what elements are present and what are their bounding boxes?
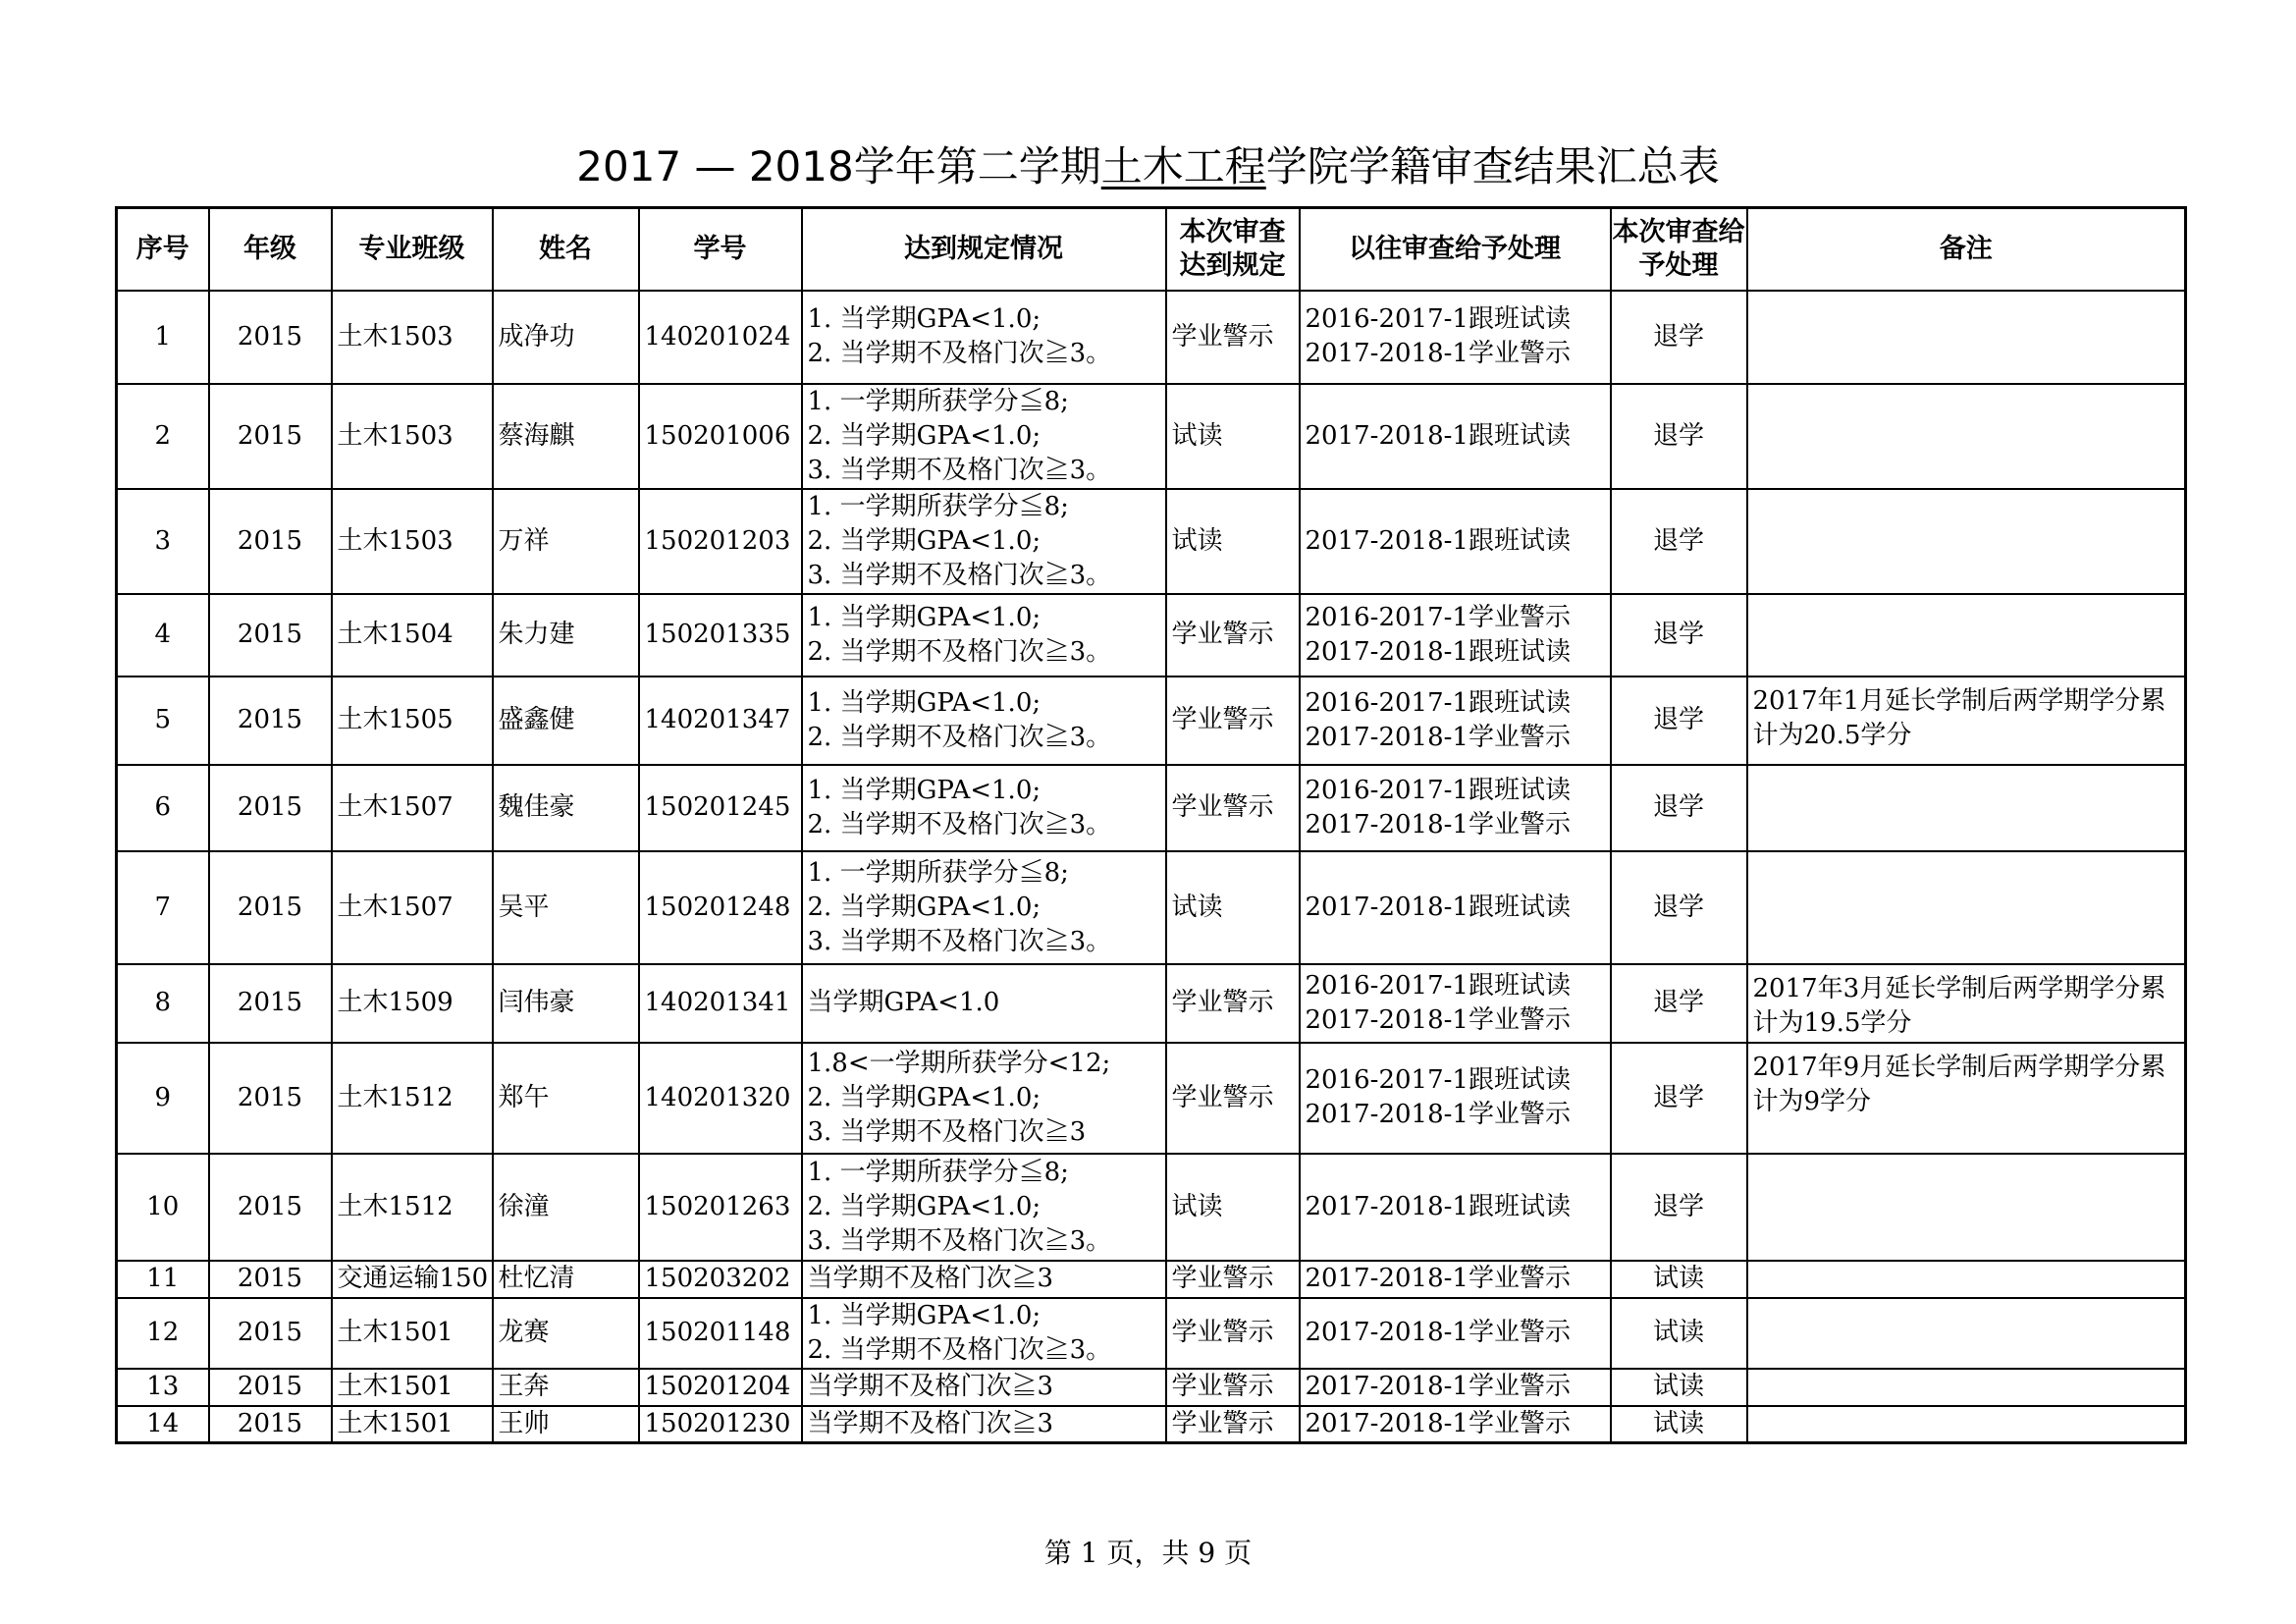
cell-seq: 4	[117, 594, 209, 677]
cell-grade: 2015	[209, 291, 332, 384]
criteria-line: 2. 当学期GPA<1.0;	[807, 892, 1041, 922]
cell-past-action	[1300, 1154, 1611, 1261]
cell-current-action: 试读	[1611, 1369, 1747, 1406]
cell-past-action	[1300, 489, 1611, 594]
cell-current-status: 试读	[1166, 1154, 1300, 1261]
cell-student-id: 150201148	[639, 1298, 802, 1369]
cell-notes	[1747, 1406, 2186, 1443]
cell-past-action	[1300, 594, 1611, 677]
cell-criteria	[802, 1261, 1166, 1298]
page-footer: 第 1 页，共 9 页	[1043, 1537, 1253, 1569]
criteria-line: 2. 当学期不及格门次≧3。	[807, 809, 1112, 839]
criteria-line: 当学期不及格门次≧3	[807, 1372, 1054, 1401]
cell-notes: 2017年1月延长学制后两学期学分累计为20.5学分	[1747, 677, 2186, 765]
cell-seq: 11	[117, 1261, 209, 1298]
cell-current-status: 学业警示	[1166, 964, 1300, 1043]
criteria-line: 当学期不及格门次≧3	[807, 1264, 1054, 1293]
cell-past-action	[1300, 851, 1611, 964]
cell-grade: 2015	[209, 765, 332, 851]
cell-notes	[1747, 594, 2186, 677]
cell-seq: 7	[117, 851, 209, 964]
cell-notes	[1747, 291, 2186, 384]
criteria-line: 1.8<一学期所获学分<12;	[807, 1048, 1111, 1078]
cell-seq: 14	[117, 1406, 209, 1443]
criteria-line: 2. 当学期GPA<1.0;	[807, 1191, 1041, 1221]
cell-current-action: 退学	[1611, 384, 1747, 489]
cell-past-action	[1300, 1406, 1611, 1443]
table-row	[117, 1298, 2186, 1369]
cell-student-id: 140201341	[639, 964, 802, 1043]
cell-current-status: 学业警示	[1166, 1298, 1300, 1369]
header-seq: 序号	[117, 208, 209, 291]
header-current-status-line2: 达到规定	[1179, 249, 1286, 281]
cell-class: 土木1512	[332, 1154, 493, 1261]
cell-past-action	[1300, 1261, 1611, 1298]
cell-name: 郑午	[493, 1043, 639, 1154]
cell-student-id: 150201335	[639, 594, 802, 677]
cell-name: 盛鑫健	[493, 677, 639, 765]
header-name: 姓名	[493, 208, 639, 291]
cell-class: 土木1504	[332, 594, 493, 677]
cell-criteria	[802, 1298, 1166, 1369]
table-row	[117, 1154, 2186, 1261]
cell-current-action: 试读	[1611, 1261, 1747, 1298]
cell-grade: 2015	[209, 677, 332, 765]
cell-current-status: 试读	[1166, 851, 1300, 964]
cell-criteria	[802, 291, 1166, 384]
cell-notes	[1747, 489, 2186, 594]
past-action-line: 2017-2018-1学业警示	[1305, 1408, 1571, 1438]
cell-seq: 10	[117, 1154, 209, 1261]
cell-name: 魏佳豪	[493, 765, 639, 851]
cell-student-id: 140201320	[639, 1043, 802, 1154]
cell-criteria	[802, 1406, 1166, 1443]
criteria-line: 2. 当学期GPA<1.0;	[807, 525, 1041, 556]
past-action-line: 2016-2017-1跟班试读	[1305, 304, 1571, 334]
past-action-line: 2017-2018-1学业警示	[1305, 722, 1571, 752]
cell-seq: 8	[117, 964, 209, 1043]
cell-name: 王奔	[493, 1369, 639, 1406]
cell-seq: 12	[117, 1298, 209, 1369]
cell-grade: 2015	[209, 1298, 332, 1369]
cell-current-action: 退学	[1611, 1043, 1747, 1154]
past-action-line: 2017-2018-1跟班试读	[1305, 892, 1571, 922]
cell-grade: 2015	[209, 384, 332, 489]
cell-current-action: 退学	[1611, 851, 1747, 964]
header-notes: 备注	[1747, 208, 2186, 291]
table-row	[117, 1369, 2186, 1406]
cell-name: 闫伟豪	[493, 964, 639, 1043]
cell-seq: 13	[117, 1369, 209, 1406]
past-action-line: 2016-2017-1跟班试读	[1305, 1065, 1571, 1095]
past-action-line: 2016-2017-1跟班试读	[1305, 687, 1571, 718]
cell-past-action	[1300, 765, 1611, 851]
cell-name: 成净功	[493, 291, 639, 384]
cell-class: 土木1507	[332, 765, 493, 851]
cell-criteria	[802, 1154, 1166, 1261]
header-current-action-line1: 本次审查	[1612, 216, 1719, 247]
table-row	[117, 677, 2186, 765]
cell-class: 土木1507	[332, 851, 493, 964]
cell-grade: 2015	[209, 1154, 332, 1261]
cell-current-action: 退学	[1611, 964, 1747, 1043]
cell-current-action: 退学	[1611, 594, 1747, 677]
criteria-line: 3. 当学期不及格门次≧3。	[807, 1225, 1112, 1256]
cell-past-action	[1300, 1369, 1611, 1406]
table-row	[117, 765, 2186, 851]
past-action-line: 2016-2017-1跟班试读	[1305, 775, 1571, 805]
cell-grade: 2015	[209, 594, 332, 677]
past-action-line: 2017-2018-1学业警示	[1305, 1318, 1571, 1347]
cell-class: 土木1503	[332, 489, 493, 594]
cell-class: 土木1512	[332, 1043, 493, 1154]
cell-student-id: 140201347	[639, 677, 802, 765]
cell-criteria	[802, 384, 1166, 489]
cell-notes: 2017年3月延长学制后两学期学分累计为19.5学分	[1747, 964, 2186, 1043]
cell-notes	[1747, 384, 2186, 489]
table-row	[117, 489, 2186, 594]
past-action-line: 2017-2018-1学业警示	[1305, 1264, 1571, 1293]
cell-name: 蔡海麒	[493, 384, 639, 489]
criteria-line: 2. 当学期不及格门次≧3。	[807, 339, 1112, 368]
cell-name: 王帅	[493, 1406, 639, 1443]
cell-notes	[1747, 1369, 2186, 1406]
cell-class: 土木1501	[332, 1298, 493, 1369]
cell-notes	[1747, 765, 2186, 851]
cell-seq: 2	[117, 384, 209, 489]
cell-grade: 2015	[209, 851, 332, 964]
cell-student-id: 150201230	[639, 1406, 802, 1443]
cell-notes	[1747, 1298, 2186, 1369]
header-current-action-line2: 给予处理	[1638, 216, 1745, 281]
cell-notes	[1747, 1261, 2186, 1298]
cell-class: 土木1505	[332, 677, 493, 765]
cell-criteria	[802, 851, 1166, 964]
cell-class: 土木1509	[332, 964, 493, 1043]
cell-seq: 9	[117, 1043, 209, 1154]
cell-class: 土木1501	[332, 1369, 493, 1406]
cell-class: 交通运输150	[332, 1261, 493, 1298]
cell-current-action: 试读	[1611, 1298, 1747, 1369]
criteria-line: 当学期不及格门次≧3	[807, 1408, 1054, 1438]
header-current-status	[1166, 208, 1300, 291]
cell-criteria	[802, 594, 1166, 677]
cell-past-action	[1300, 291, 1611, 384]
past-action-line: 2017-2018-1跟班试读	[1305, 636, 1571, 667]
cell-student-id: 150201203	[639, 489, 802, 594]
cell-current-status: 学业警示	[1166, 291, 1300, 384]
criteria-line: 2. 当学期不及格门次≧3。	[807, 636, 1112, 667]
criteria-line: 3. 当学期不及格门次≧3	[807, 1116, 1087, 1147]
cell-name: 徐潼	[493, 1154, 639, 1261]
past-action-line: 2017-2018-1学业警示	[1305, 339, 1571, 368]
cell-student-id: 150201248	[639, 851, 802, 964]
past-action-line: 2017-2018-1学业警示	[1305, 809, 1571, 839]
cell-current-action: 试读	[1611, 1406, 1747, 1443]
table-row	[117, 1406, 2186, 1443]
past-action-line: 2017-2018-1跟班试读	[1305, 1191, 1571, 1221]
cell-seq: 3	[117, 489, 209, 594]
criteria-line: 1. 一学期所获学分≦8;	[807, 491, 1069, 521]
past-action-line: 2017-2018-1跟班试读	[1305, 525, 1571, 556]
cell-criteria	[802, 964, 1166, 1043]
cell-current-status: 学业警示	[1166, 1369, 1300, 1406]
cell-grade: 2015	[209, 1369, 332, 1406]
table-row	[117, 384, 2186, 489]
past-action-line: 2017-2018-1跟班试读	[1305, 420, 1571, 451]
cell-notes	[1747, 851, 2186, 964]
cell-student-id: 150201263	[639, 1154, 802, 1261]
cell-past-action	[1300, 384, 1611, 489]
cell-criteria	[802, 489, 1166, 594]
criteria-line: 2. 当学期GPA<1.0;	[807, 1082, 1041, 1112]
cell-current-action: 退学	[1611, 677, 1747, 765]
criteria-line: 2. 当学期不及格门次≧3。	[807, 722, 1112, 752]
criteria-line: 1. 一学期所获学分≦8;	[807, 1157, 1069, 1187]
header-row	[117, 208, 2186, 291]
cell-seq: 5	[117, 677, 209, 765]
criteria-line: 3. 当学期不及格门次≧3。	[807, 926, 1112, 956]
table-row	[117, 291, 2186, 384]
cell-current-action: 退学	[1611, 489, 1747, 594]
cell-current-action: 退学	[1611, 291, 1747, 384]
cell-current-status: 学业警示	[1166, 1043, 1300, 1154]
cell-notes: 2017年9月延长学制后两学期学分累计为9学分	[1747, 1043, 2186, 1154]
past-action-line: 2017-2018-1学业警示	[1305, 1372, 1571, 1401]
results-table	[115, 206, 2187, 1444]
header-class: 专业班级	[332, 208, 493, 291]
title-college: 土木工程	[1100, 142, 1266, 190]
cell-current-status: 试读	[1166, 489, 1300, 594]
cell-student-id: 150201006	[639, 384, 802, 489]
criteria-line: 1. 当学期GPA<1.0;	[807, 602, 1041, 632]
cell-criteria	[802, 765, 1166, 851]
criteria-line: 2. 当学期GPA<1.0;	[807, 420, 1041, 451]
header-criteria: 达到规定情况	[802, 208, 1166, 291]
page-title	[0, 137, 2296, 196]
cell-past-action	[1300, 677, 1611, 765]
criteria-line: 2. 当学期不及格门次≧3。	[807, 1334, 1112, 1365]
cell-criteria	[802, 1043, 1166, 1154]
criteria-line: 3. 当学期不及格门次≧3。	[807, 560, 1112, 590]
cell-name: 万祥	[493, 489, 639, 594]
cell-current-status: 学业警示	[1166, 1261, 1300, 1298]
table-row	[117, 1261, 2186, 1298]
header-grade: 年级	[209, 208, 332, 291]
cell-notes	[1747, 1154, 2186, 1261]
criteria-line: 当学期GPA<1.0	[807, 988, 1000, 1017]
header-past-action: 以往审查给予处理	[1300, 208, 1611, 291]
title-suffix: 学院学籍审查结果汇总表	[1265, 142, 1720, 190]
criteria-line: 1. 当学期GPA<1.0;	[807, 687, 1041, 718]
cell-grade: 2015	[209, 1043, 332, 1154]
cell-seq: 6	[117, 765, 209, 851]
criteria-line: 1. 一学期所获学分≦8;	[807, 857, 1069, 888]
cell-student-id: 150201204	[639, 1369, 802, 1406]
cell-current-status: 试读	[1166, 384, 1300, 489]
header-current-action	[1611, 208, 1747, 291]
cell-criteria	[802, 1369, 1166, 1406]
cell-current-status: 学业警示	[1166, 1406, 1300, 1443]
cell-current-action: 退学	[1611, 1154, 1747, 1261]
table-row	[117, 1043, 2186, 1154]
cell-grade: 2015	[209, 1261, 332, 1298]
title-prefix: 2017 — 2018学年第二学期	[576, 142, 1101, 190]
cell-name: 吴平	[493, 851, 639, 964]
cell-past-action	[1300, 1298, 1611, 1369]
cell-class: 土木1503	[332, 384, 493, 489]
criteria-line: 1. 当学期GPA<1.0;	[807, 775, 1041, 805]
cell-name: 朱力建	[493, 594, 639, 677]
cell-grade: 2015	[209, 489, 332, 594]
table-row	[117, 851, 2186, 964]
cell-current-status: 学业警示	[1166, 677, 1300, 765]
cell-criteria	[802, 677, 1166, 765]
cell-current-status: 学业警示	[1166, 594, 1300, 677]
cell-grade: 2015	[209, 1406, 332, 1443]
cell-current-status: 学业警示	[1166, 765, 1300, 851]
cell-student-id: 140201024	[639, 291, 802, 384]
past-action-line: 2016-2017-1学业警示	[1305, 602, 1571, 632]
past-action-line: 2017-2018-1学业警示	[1305, 1100, 1571, 1129]
past-action-line: 2016-2017-1跟班试读	[1305, 970, 1571, 1001]
header-student-id: 学号	[639, 208, 802, 291]
cell-name: 杜忆清	[493, 1261, 639, 1298]
header-current-status-line1: 本次审查	[1179, 216, 1286, 247]
cell-past-action	[1300, 1043, 1611, 1154]
cell-seq: 1	[117, 291, 209, 384]
criteria-line: 3. 当学期不及格门次≧3。	[807, 455, 1112, 485]
cell-past-action	[1300, 964, 1611, 1043]
criteria-line: 1. 当学期GPA<1.0;	[807, 1300, 1041, 1330]
criteria-line: 1. 当学期GPA<1.0;	[807, 304, 1041, 334]
cell-class: 土木1503	[332, 291, 493, 384]
cell-name: 龙赛	[493, 1298, 639, 1369]
criteria-line: 1. 一学期所获学分≦8;	[807, 386, 1069, 416]
past-action-line: 2017-2018-1学业警示	[1305, 1004, 1571, 1035]
cell-student-id: 150201245	[639, 765, 802, 851]
cell-student-id: 150203202	[639, 1261, 802, 1298]
cell-grade: 2015	[209, 964, 332, 1043]
table-row	[117, 964, 2186, 1043]
cell-current-action: 退学	[1611, 765, 1747, 851]
table-row	[117, 594, 2186, 677]
cell-class: 土木1501	[332, 1406, 493, 1443]
